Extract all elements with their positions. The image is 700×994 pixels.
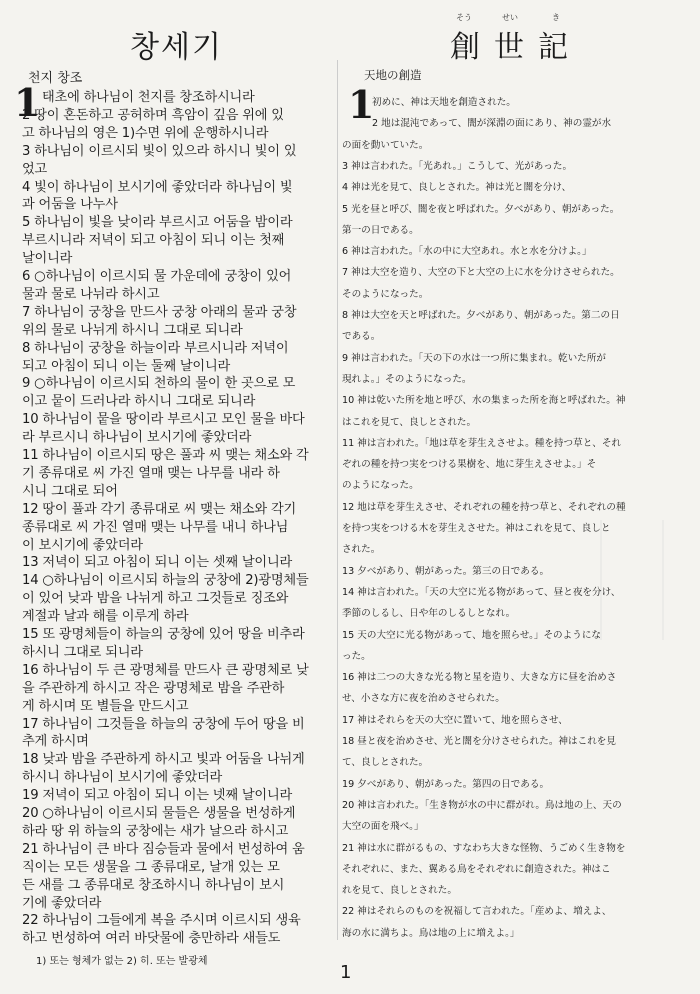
korean-verse-line: 이 있어 낮과 밤을 나뉘게 하고 그것들로 징조와 xyxy=(22,591,289,607)
japanese-verse-line: である。 xyxy=(342,331,381,343)
japanese-verse-line: 季節のしるし、日や年のしるしとなれ。 xyxy=(342,608,516,620)
japanese-verse-line: れを見て、良しとされた。 xyxy=(342,885,457,897)
korean-footnote: 1) 또는 형체가 없는 2) 히. 또는 발광체 xyxy=(36,956,208,967)
korean-verse-line: 이고 뭍이 드러나라 하시니 그대로 되니라 xyxy=(22,394,256,410)
korean-verse-line: 이 보시기에 좋았더라 xyxy=(22,537,143,553)
japanese-verse-line: 7 神は大空を造り、大空の下と大空の上に水を分けさせられた。 xyxy=(342,267,620,279)
korean-verse-line: 16 하나님이 두 큰 광명체를 만드사 큰 광명체로 낮 xyxy=(22,662,309,678)
japanese-verse-line: て、良しとされた。 xyxy=(342,757,429,769)
korean-verse-line: 태초에 하나님이 천지를 창조하시니라 xyxy=(42,90,255,105)
japanese-verse-line: 20 神は言われた。「生き物が水の中に群がれ。鳥は地の上、天の xyxy=(342,799,622,811)
japanese-section-heading: 天地の創造 xyxy=(364,68,422,82)
korean-verse-line: 위의 물로 나뉘게 하시니 그대로 되니라 xyxy=(22,322,243,338)
japanese-verse-line: 9 神は言われた。「天の下の水は一つ所に集まれ。乾いた所が xyxy=(342,352,606,364)
title-ruby-3: き xyxy=(552,13,560,22)
japanese-verse-line: せ、小さな方に夜を治めさせられた。 xyxy=(342,693,505,705)
japanese-verse-line: 第一の日である。 xyxy=(342,224,419,236)
korean-verse-line: 되고 아침이 되니 이는 둘째 날이니라 xyxy=(22,358,231,374)
japanese-verse-line: ぞれの種を持つ実をつける果樹を、地に芽生えさせよ。」そ xyxy=(342,459,597,471)
japanese-verse-line: 12 地は草を芽生えさせ、それぞれの種を持つ草と、それぞれの種 xyxy=(342,501,626,513)
korean-verse-line: 직이는 모든 생물을 그 종류대로, 날개 있는 모 xyxy=(22,859,280,875)
korean-verse-line: 시니 그대로 되어 xyxy=(22,483,118,499)
korean-verse-line: 날이니라 xyxy=(22,251,73,267)
korean-verse-line: 하고 번성하여 여러 바닷물에 충만하라 새들도 xyxy=(22,931,281,947)
korean-verse-line: 10 하나님이 뭍을 땅이라 부르시고 모인 물을 바다 xyxy=(22,412,305,428)
korean-verse-line: 17 하나님이 그것들을 하늘의 궁창에 두어 땅을 비 xyxy=(22,716,305,732)
column-divider xyxy=(337,60,338,940)
japanese-verse-line: 初めに、神は天地を創造された。 xyxy=(372,97,516,108)
japanese-verse-line: 19 夕べがあり、朝があった。第四の日である。 xyxy=(342,778,550,790)
korean-verse-line: 22 하나님이 그들에게 복을 주시며 이르시되 생육 xyxy=(22,913,301,929)
korean-section-heading: 천지 창조 xyxy=(28,71,83,86)
japanese-verse-line: された。 xyxy=(342,544,381,556)
korean-verse-line: 5 하나님이 빛을 낮이라 부르시고 어둠을 밤이라 xyxy=(22,215,293,231)
japanese-verse-line: 6 神は言われた。「水の中に大空あれ。水と水を分けよ。」 xyxy=(342,246,592,258)
korean-verse-line: 계절과 날과 해를 이루게 하라 xyxy=(22,609,189,625)
korean-verse-line: 11 하나님이 이르시되 땅은 풀과 씨 맺는 채소와 각 xyxy=(22,448,309,463)
korean-verse-line: 9 ○하나님이 이르시되 천하의 물이 한 곳으로 모 xyxy=(22,376,296,392)
korean-verse-line: 하시니 그대로 되니라 xyxy=(22,644,143,660)
korean-verse-line: 하시니 하나님이 보시기에 좋았더라 xyxy=(22,770,223,786)
japanese-verse-line: 海の水に満ちよ。鳥は地の上に増えよ。」 xyxy=(342,927,520,939)
korean-verse-line: 8 하나님이 궁창을 하늘이라 부르시니라 저녁이 xyxy=(22,340,289,356)
japanese-verse-line: を持つ実をつける木を芽生えさせた。神はこれを見て、良しと xyxy=(342,523,611,534)
japanese-verse-line: 3 神は言われた。「光あれ。」こうして、光があった。 xyxy=(342,160,573,172)
japanese-verse-line: それぞれに、また、翼ある鳥をそれぞれに創造された。神はこ xyxy=(342,863,611,875)
korean-verse-line: 부르시니라 저녁이 되고 아침이 되니 이는 첫째 xyxy=(22,233,285,249)
japanese-verse-line: 2 地は混沌であって、闇が深淵の面にあり、神の霊が水 xyxy=(372,118,612,130)
korean-verse-line: 게 하시며 또 별들을 만드시고 xyxy=(22,698,189,714)
korean-verse-line: 물과 물로 나뉘라 하시고 xyxy=(22,286,160,302)
korean-verse-line: 추게 하시며 xyxy=(22,734,89,750)
korean-verse-line: 14 ○하나님이 이르시되 하늘의 궁창에 2)광명체들 xyxy=(22,573,309,589)
korean-book-title: 창세기 xyxy=(130,30,223,65)
korean-verse-line: 었고 xyxy=(22,161,48,177)
korean-verse-line: 18 낮과 밤을 주관하게 하시고 빛과 어둠을 나뉘게 xyxy=(22,752,305,768)
japanese-verse-line: 10 神は乾いた所を地と呼び、水の集まった所を海と呼ばれた。神 xyxy=(342,395,626,407)
japanese-book-title: 創世記 xyxy=(450,30,582,65)
korean-verse-line: 과 어둠을 나누사 xyxy=(22,197,118,213)
korean-verse-line: 21 하나님이 큰 바다 짐승들과 물에서 번성하여 움 xyxy=(22,841,305,857)
title-ruby-1: そう xyxy=(456,13,472,22)
korean-verse-line: 7 하나님이 궁창을 만드사 궁창 아래의 물과 궁창 xyxy=(22,304,297,320)
korean-verse-line: 고 하나님의 영은 1)수면 위에 운행하시니라 xyxy=(22,125,269,141)
japanese-verse-line: 21 神は水に群がるもの、すなわち大きな怪物、うごめく生き物を xyxy=(342,842,626,854)
korean-verse-line: 든 새를 그 종류대로 창조하시니 하나님이 보시 xyxy=(22,877,285,893)
japanese-verse-line: 11 神は言われた。「地は草を芽生えさせよ。種を持つ草と、それ xyxy=(342,437,622,449)
korean-verse-line: 13 저녁이 되고 아침이 되니 이는 셋째 날이니라 xyxy=(22,555,293,571)
japanese-verse-line: そのようになった。 xyxy=(342,288,429,300)
korean-verse-line: 2 땅이 혼돈하고 공허하며 흑암이 깊음 위에 있 xyxy=(22,107,284,123)
japanese-verse-line: はこれを見て、良しとされた。 xyxy=(342,416,477,428)
korean-verse-line: 19 저녁이 되고 아침이 되니 이는 넷째 날이니라 xyxy=(22,788,293,804)
korean-verse-line: 하라 땅 위 하늘의 궁창에는 새가 날으라 하시고 xyxy=(22,823,289,839)
title-ruby-2: せい xyxy=(502,13,518,22)
korean-verse-line: 6 ○하나님이 이르시되 물 가운데에 궁창이 있어 xyxy=(22,269,292,284)
korean-verse-line: 20 ○하나님이 이르시되 물들은 생물을 번성하게 xyxy=(22,806,296,821)
japanese-verse-line: 13 夕べがあり、朝があった。第三の日である。 xyxy=(342,565,550,577)
korean-chapter-number: 1 xyxy=(14,80,41,125)
japanese-verse-line: の面を動いていた。 xyxy=(342,139,429,151)
japanese-verse-line: 18 昼と夜を治めさせ、光と闇を分けさせられた。神はこれを見 xyxy=(342,736,616,747)
japanese-verse-line: 8 神は大空を天と呼ばれた。夕べがあり、朝があった。第二の日 xyxy=(342,310,620,321)
japanese-verse-line: った。 xyxy=(342,650,371,662)
japanese-verse-line: 現れよ。」そのようになった。 xyxy=(342,373,472,385)
korean-verse-line: 종류대로 씨 가진 열매 맺는 나무를 내니 하나님 xyxy=(22,519,289,535)
korean-verse-line: 15 또 광명체들이 하늘의 궁창에 있어 땅을 비추라 xyxy=(22,627,305,642)
page-number: 1 xyxy=(340,962,352,983)
japanese-verse-line: 17 神はそれらを天の大空に置いて、地を照らさせ、 xyxy=(342,714,568,726)
show-through-mark xyxy=(600,520,664,640)
japanese-verse-line: 大空の面を飛べ。」 xyxy=(342,821,424,833)
japanese-verse-line: 14 神は言われた。「天の大空に光る物があって、昼と夜を分け、 xyxy=(342,586,621,598)
japanese-verse-line: 4 神は光を見て、良しとされた。神は光と闇を分け、 xyxy=(342,182,572,194)
korean-verse-line: 12 땅이 풀과 각기 종류대로 씨 맺는 채소와 각기 xyxy=(22,501,297,517)
japanese-chapter-number: 1 xyxy=(348,82,375,127)
japanese-verse-line: のようになった。 xyxy=(342,480,419,492)
korean-verse-line: 을 주관하게 하시고 작은 광명체로 밤을 주관하 xyxy=(22,680,285,696)
japanese-verse-line: 5 光を昼と呼び、闇を夜と呼ばれた。夕べがあり、朝があった。 xyxy=(342,203,620,215)
korean-verse-line: 라 부르시니 하나님이 보시기에 좋았더라 xyxy=(22,430,252,446)
korean-verse-line: 4 빛이 하나님이 보시기에 좋았더라 하나님이 빛 xyxy=(22,179,293,195)
korean-verse-line: 기에 좋았더라 xyxy=(22,895,102,911)
japanese-verse-line: 22 神はそれらのものを祝福して言われた。「産めよ、増えよ、 xyxy=(342,906,612,918)
japanese-verse-line: 15 天の大空に光る物があって、地を照らせ。」そのようにな xyxy=(342,629,602,641)
korean-verse-line: 기 종류대로 씨 가진 열매 맺는 나무를 내라 하 xyxy=(22,465,280,481)
japanese-verse-line: 16 神は二つの大きな光る物と星を造り、大きな方に昼を治めさ xyxy=(342,672,617,684)
korean-verse-line: 3 하나님이 이르시되 빛이 있으라 하시니 빛이 있 xyxy=(22,143,297,159)
